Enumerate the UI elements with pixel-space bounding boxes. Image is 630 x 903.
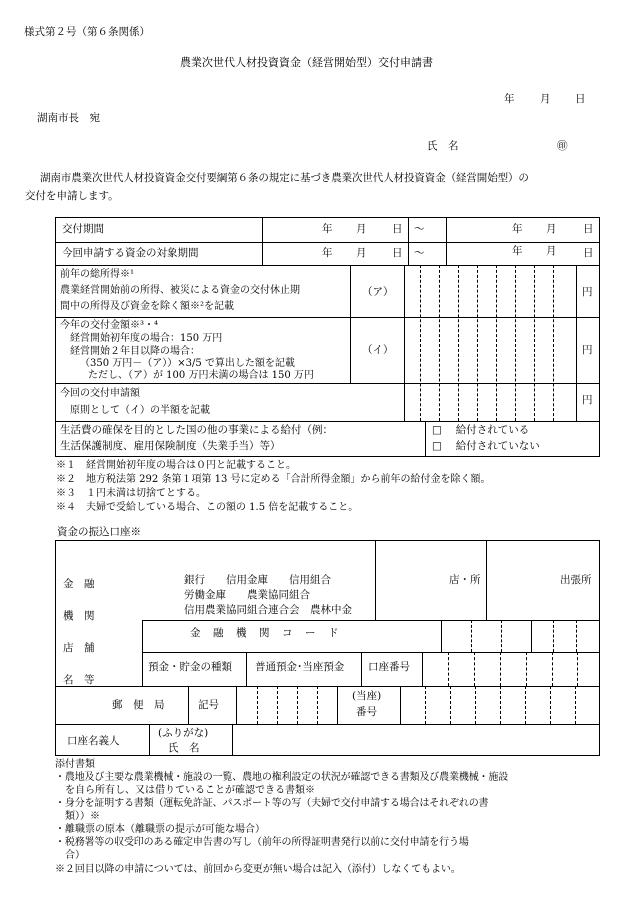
- form-number: 様式第２号（第６条関係）: [24, 26, 150, 38]
- account-number-label: 口座番号: [368, 661, 410, 673]
- this-year-title: 今年の交付金額※³・⁴: [60, 320, 159, 331]
- this-year-desc-1: 経営開始初年度の場合：150 万円: [70, 333, 223, 344]
- this-year-yen: 円: [582, 344, 593, 356]
- holder-label: 口座名義人: [67, 735, 120, 747]
- toza-label: (当座): [352, 690, 382, 702]
- deposit-type-label: 預金・貯金の種類: [148, 661, 232, 673]
- attachment-item-4: ・税務署等の収受印のある確定申告書の写し（前年の所得証明書発行以前に交付申請を行う場: [55, 837, 469, 848]
- bank-types-3: 信用農業協同組合連合会 農林中金: [184, 604, 352, 616]
- period-start-month: 月: [356, 223, 367, 235]
- attachment-item-1: ・農地及び主要な農業機械・施設の一覧、農地の権利設定の状況が確認できる書類及び農業機械・施設: [55, 772, 509, 783]
- attachment-item-1b: を自ら所有し、又は借りていることが確認できる書類※: [55, 785, 315, 796]
- toza-number-label: 番号: [356, 706, 377, 718]
- addressee: 湖南市長 宛: [37, 112, 100, 124]
- target-start-year: 年: [322, 247, 333, 259]
- institution-char-2: 機 関: [63, 610, 95, 622]
- attachment-item-3: ・離職票の原本（離職票の提示が可能な場合）: [55, 824, 265, 835]
- period-tilde: 〜: [414, 223, 425, 235]
- period-start-year: 年: [322, 223, 333, 235]
- postal-label: 郵 便 局: [112, 699, 165, 711]
- target-period-label: 今回申請する資金の対象期間: [62, 247, 199, 259]
- branch-label: 店・所: [449, 574, 481, 586]
- date-month: 月: [540, 93, 551, 105]
- mark-i: （イ）: [362, 344, 394, 356]
- checkbox-paid[interactable]: □ 給付されている: [432, 424, 530, 436]
- attachment-item-4b: 合）: [55, 850, 85, 861]
- attachments-title: 添付書類: [55, 759, 95, 770]
- institution-char-4: 名 等: [63, 674, 95, 686]
- bank-types-2: 労働金庫 農業協同組合: [184, 589, 310, 601]
- note-1: ※１ 経営開始初年度の場合は０円と記載すること。: [56, 460, 296, 471]
- institution-char-3: 店 舗: [63, 642, 95, 654]
- bank-section-title: 資金の振込口座※: [57, 526, 141, 538]
- name-label: 氏 名: [427, 140, 459, 152]
- note-3: ※３ １円未満は切捨てとする。: [56, 488, 206, 499]
- intro-text-2: 交付を申請します。: [25, 190, 119, 202]
- period-end-year: 年: [512, 223, 523, 235]
- period-end-month: 月: [546, 223, 557, 235]
- attachment-item-2b: 類））※: [55, 811, 100, 822]
- target-tilde: 〜: [414, 247, 425, 259]
- attachment-note: ※２回目以降の申請については、前回から変更が無い場合は記入（添付）しなくてもよい。: [55, 864, 461, 875]
- prev-income-desc-2: 間中の所得及び資金を除く額※²を記載: [60, 301, 235, 312]
- note-4: ※４ 夫婦で受給している場合、この額の 1.5 倍を記載すること。: [56, 502, 359, 513]
- date-day: 日: [575, 93, 586, 105]
- bank-code-label: 金 融 機 関 コ ー ド: [190, 627, 340, 639]
- note-2: ※２ 地方税法第 292 条第１項第 13 号に定める「合計所得金額」から前年の給付金を除く額。: [56, 474, 491, 485]
- welfare-label-2: 生活保護制度、雇用保険制度（失業手当）等）: [60, 440, 281, 452]
- this-year-desc-2: 経営開始２年目以降の場合：: [70, 346, 200, 357]
- prev-income-title: 前年の総所得※¹: [60, 269, 135, 280]
- current-amount-yen: 円: [582, 394, 593, 406]
- attachment-item-2: ・身分を証明する書類（運転免許証、パスポート等の写（夫婦で交付申請する場合はそれぞれの書: [55, 798, 489, 809]
- seal-icon: ㊞: [557, 140, 568, 152]
- current-amount-desc: 原則として（イ）の半額を記載: [70, 405, 210, 416]
- this-year-desc-3: （350 万円－（ア））×3/5 で算出した額を記載: [80, 358, 295, 369]
- prev-income-yen: 円: [582, 286, 593, 298]
- target-start-month: 月: [356, 247, 367, 259]
- postal-symbol-label: 記号: [198, 699, 219, 711]
- date-year: 年: [504, 93, 515, 105]
- deposit-type-value: 普通預金･当座預金: [255, 661, 345, 673]
- holder-name-label: 氏 名: [168, 742, 200, 754]
- target-end-day: 日: [583, 247, 594, 259]
- mark-a: （ア）: [362, 286, 394, 298]
- checkbox-not-paid[interactable]: □ 給付されていない: [432, 440, 540, 452]
- prev-income-desc-1: 農業経営開始前の所得、被災による資金の交付休止期: [60, 285, 300, 296]
- target-end-month: 月: [546, 245, 557, 257]
- target-start-day: 日: [392, 247, 403, 259]
- welfare-label-1: 生活費の確保を目的とした国の他の事業による給付（例：: [60, 424, 333, 436]
- intro-text-1: 湖南市農業次世代人材投資資金交付要綱第６条の規定に基づき農業次世代人材投資資金（経営開始型）の: [40, 172, 529, 184]
- institution-char-1: 金 融: [63, 578, 95, 590]
- bank-types-1: 銀行 信用金庫 信用組合: [184, 574, 331, 586]
- period-label: 交付期間: [62, 223, 104, 235]
- furigana-label: (ふりがな): [158, 727, 209, 739]
- sub-branch-label: 出張所: [560, 574, 592, 586]
- period-end-day: 日: [583, 223, 594, 235]
- target-end-year: 年: [512, 245, 523, 257]
- period-start-day: 日: [392, 223, 403, 235]
- this-year-desc-4: ただし、（ア）が 100 万円未満の場合は 150 万円: [88, 370, 314, 381]
- page-title: 農業次世代人材投資資金（経営開始型）交付申請書: [180, 56, 433, 69]
- current-amount-title: 今回の交付申請額: [60, 388, 140, 399]
